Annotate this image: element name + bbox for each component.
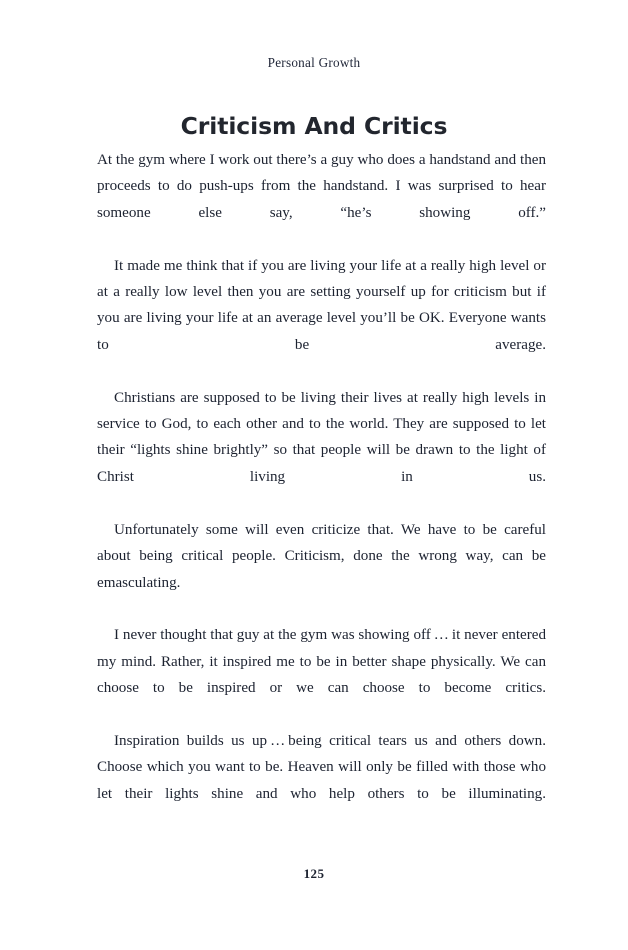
running-head: Personal Growth — [267, 55, 361, 70]
body-paragraph: Inspiration builds us up … being critical tears us and others down. Choose which you want to be. Heaven will only be filled with those who let their lights shine and who help others to be illuminating. — [97, 732, 546, 802]
body-paragraph: At the gym where I work out there’s a guy who does a handstand and then proceeds to do push-ups from the handstand. I was surprised to hear someone else say, “he’s showing off.” — [97, 152, 546, 221]
page-title: Criticism And Critics — [180, 111, 448, 140]
body-text-column — [97, 147, 546, 834]
body-paragraph: Christians are supposed to be living their lives at really high levels in service to God, to each other and to the world. They are supposed to let their “lights shine brightly” so that people will be drawn to the light of Christ living in us. — [97, 389, 546, 485]
page-number: 125 — [303, 866, 325, 881]
body-paragraph: I never thought that guy at the gym was showing off … it never entered my mind. Rather, it inspired me to be in better shape physically. We can choose to be inspired or we can choose to become critics. — [97, 627, 546, 697]
body-paragraph: Unfortunately some will even criticize that. We have to be careful about being critical people. Criticism, done the wrong way, can be emasculating. — [97, 521, 546, 591]
body-paragraph: It made me think that if you are living your life at a really high level or at a really low level then you are setting yourself up for criticism but if you are living your life at an average level you’ll be OK. Everyone wants to be average. — [97, 257, 546, 353]
